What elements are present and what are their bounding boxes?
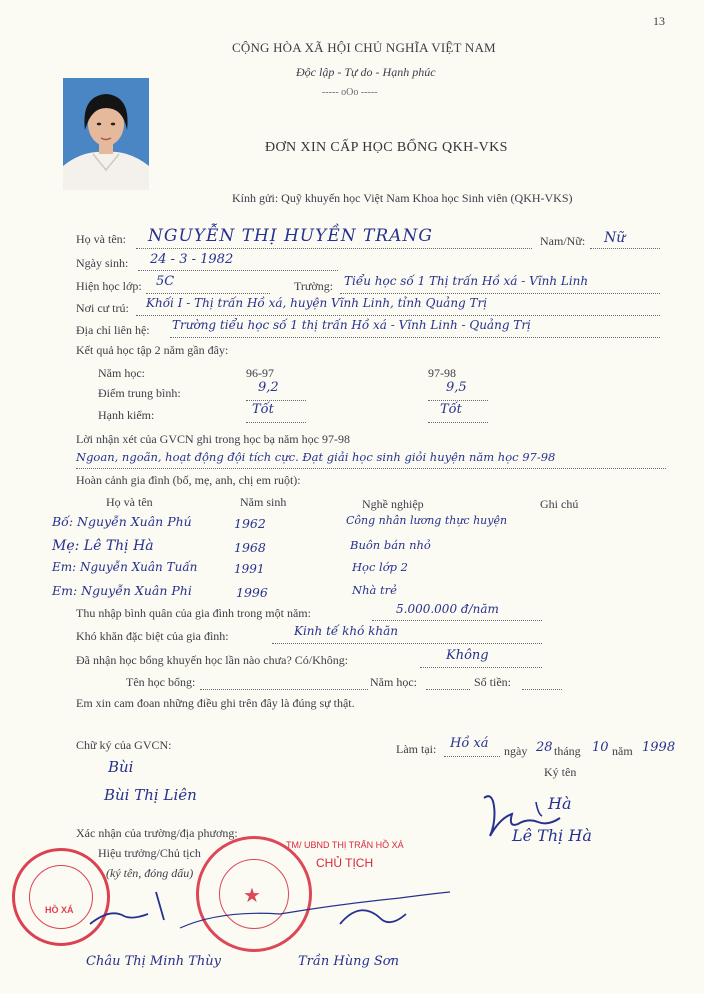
address-value: Trường tiểu học số 1 thị trấn Hồ xá - Vĩnh Linh - Quảng Trị: [172, 318, 531, 332]
conduct-value-1: Tốt: [252, 402, 274, 417]
family-col-job: Nghề nghiệp: [362, 497, 424, 511]
school-label: Trường:: [294, 279, 334, 293]
conduct-value-2: Tốt: [440, 402, 462, 417]
chairman-name: Trần Hùng Sơn: [298, 954, 399, 969]
month-label: tháng: [554, 744, 581, 758]
school-value: Tiểu học số 1 Thị trấn Hồ xá - Vĩnh Linh: [344, 274, 589, 288]
residence-value: Khối I - Thị trấn Hồ xá, huyện Vĩnh Linh, tỉnh Quảng Trị: [146, 296, 488, 310]
teacher-comment-value: Ngoan, ngoãn, hoạt động đội tích cực. Đạt giải học sinh giỏi huyện năm học 97-98: [76, 450, 556, 464]
salutation: Kính gửi: Quỹ khuyến học Việt Nam Khoa học Sinh viên (QKH-VKS): [232, 191, 573, 205]
applicant-signature: Hà: [548, 794, 572, 813]
family-member-name: Em: Nguyễn Xuân Tuấn: [52, 560, 198, 574]
teacher-signature: Bùi: [108, 758, 134, 776]
gender-label: Nam/Nữ:: [540, 234, 586, 248]
prior-scholarship-value: Không: [446, 648, 489, 663]
chairman-stamp-line1: TM/ UBND THỊ TRẤN HỒ XÁ: [286, 840, 404, 850]
difficulty-value: Kinh tế khó khăn: [294, 624, 399, 638]
scholarship-name-label: Tên học bổng:: [126, 675, 196, 689]
class-label: Hiện học lớp:: [76, 279, 142, 293]
school-stamp-text: HỒ XÁ: [45, 905, 74, 915]
confirmation-note: (ký tên, đóng dấu): [106, 866, 194, 880]
difficulty-label: Khó khăn đặc biệt của gia đình:: [76, 629, 229, 643]
family-member-job: Buôn bán nhỏ: [350, 538, 431, 552]
year-label: năm: [612, 744, 633, 758]
teacher-signature-label: Chữ ký của GVCN:: [76, 738, 172, 752]
teacher-comment-label: Lời nhận xét của GVCN ghi trong học bạ năm học 97-98: [76, 432, 350, 446]
dob-value: 24 - 3 - 1982: [150, 252, 234, 267]
scholarship-amount-label: Số tiền:: [474, 675, 512, 689]
teacher-name: Bùi Thị Liên: [104, 786, 197, 804]
results-heading: Kết quả học tập 2 năm gần đây:: [76, 343, 229, 357]
family-member-job: Công nhân lương thực huyện: [346, 514, 508, 527]
principal-chairman-signatures: [60, 880, 460, 944]
applicant-photo: [63, 78, 149, 190]
family-heading: Hoàn cảnh gia đình (bố, mẹ, anh, chị em ruột):: [76, 473, 301, 487]
gender-value: Nữ: [604, 230, 626, 246]
gpa-value-2: 9,5: [446, 380, 467, 395]
applicant-name: Lê Thị Hà: [512, 826, 592, 845]
results-year-2: 97-98: [428, 366, 456, 380]
class-value: 5C: [156, 274, 175, 289]
declaration: Em xin cam đoan những điều ghi trên đây là đúng sự thật.: [76, 696, 355, 710]
applicant-sign-label: Ký tên: [544, 765, 577, 779]
scholarship-year-label: Năm học:: [370, 675, 417, 689]
family-member-job: Học lớp 2: [352, 560, 408, 574]
name-label: Họ và tên:: [76, 232, 126, 246]
place-value: Hồ xá: [450, 736, 489, 751]
residence-label: Nơi cư trú:: [76, 301, 129, 315]
conduct-label: Hạnh kiểm:: [98, 408, 155, 422]
month-value: 10: [592, 740, 609, 755]
header-ornament: ----- oOo -----: [322, 87, 378, 98]
form-title: ĐƠN XIN CẤP HỌC BỔNG QKH-VKS: [265, 140, 508, 155]
family-member-year: 1968: [234, 540, 266, 555]
income-value: 5.000.000 đ/năm: [396, 602, 499, 616]
day-label: ngày: [504, 744, 528, 758]
page-number: 13: [653, 14, 665, 28]
family-col-year: Năm sinh: [240, 495, 287, 509]
national-motto: Độc lập - Tự do - Hạnh phúc: [296, 65, 436, 79]
income-label: Thu nhập bình quân của gia đình trong một năm:: [76, 606, 311, 620]
dob-label: Ngày sinh:: [76, 256, 129, 270]
family-member-year: 1991: [234, 562, 265, 576]
family-col-note: Ghi chú: [540, 497, 579, 511]
prior-scholarship-label: Đã nhận học bổng khuyến học lần nào chưa? Có/Không:: [76, 653, 349, 667]
family-member-year: 1996: [236, 585, 268, 600]
family-member-year: 1962: [234, 516, 266, 531]
family-col-name: Họ và tên: [106, 495, 153, 509]
address-label: Địa chỉ liên hệ:: [76, 323, 150, 337]
place-label: Làm tại:: [396, 742, 437, 756]
national-header: CỘNG HÒA XÃ HỘI CHỦ NGHĨA VIỆT NAM: [232, 40, 496, 55]
star-icon: ★: [243, 885, 261, 907]
confirmation-title: Hiệu trưởng/Chủ tịch: [98, 846, 201, 860]
family-member-name: Em: Nguyễn Xuân Phi: [52, 583, 192, 598]
family-member-job: Nhà trẻ: [352, 583, 397, 597]
family-member-name: Bố: Nguyễn Xuân Phú: [52, 514, 192, 529]
principal-name: Châu Thị Minh Thùy: [86, 954, 222, 969]
name-value: NGUYỄN THỊ HUYỀN TRANG: [148, 226, 433, 246]
results-year-1: 96-97: [246, 366, 274, 380]
day-value: 28: [536, 740, 553, 755]
gpa-value-1: 9,2: [258, 380, 279, 395]
gpa-label: Điểm trung bình:: [98, 386, 181, 400]
family-member-name: Mẹ: Lê Thị Hà: [52, 538, 154, 554]
chairman-stamp-line2: CHỦ TỊCH: [316, 856, 374, 870]
results-year-label: Năm học:: [98, 366, 145, 380]
confirmation-label: Xác nhận của trường/địa phương:: [76, 826, 238, 840]
year-value: 1998: [642, 740, 676, 755]
